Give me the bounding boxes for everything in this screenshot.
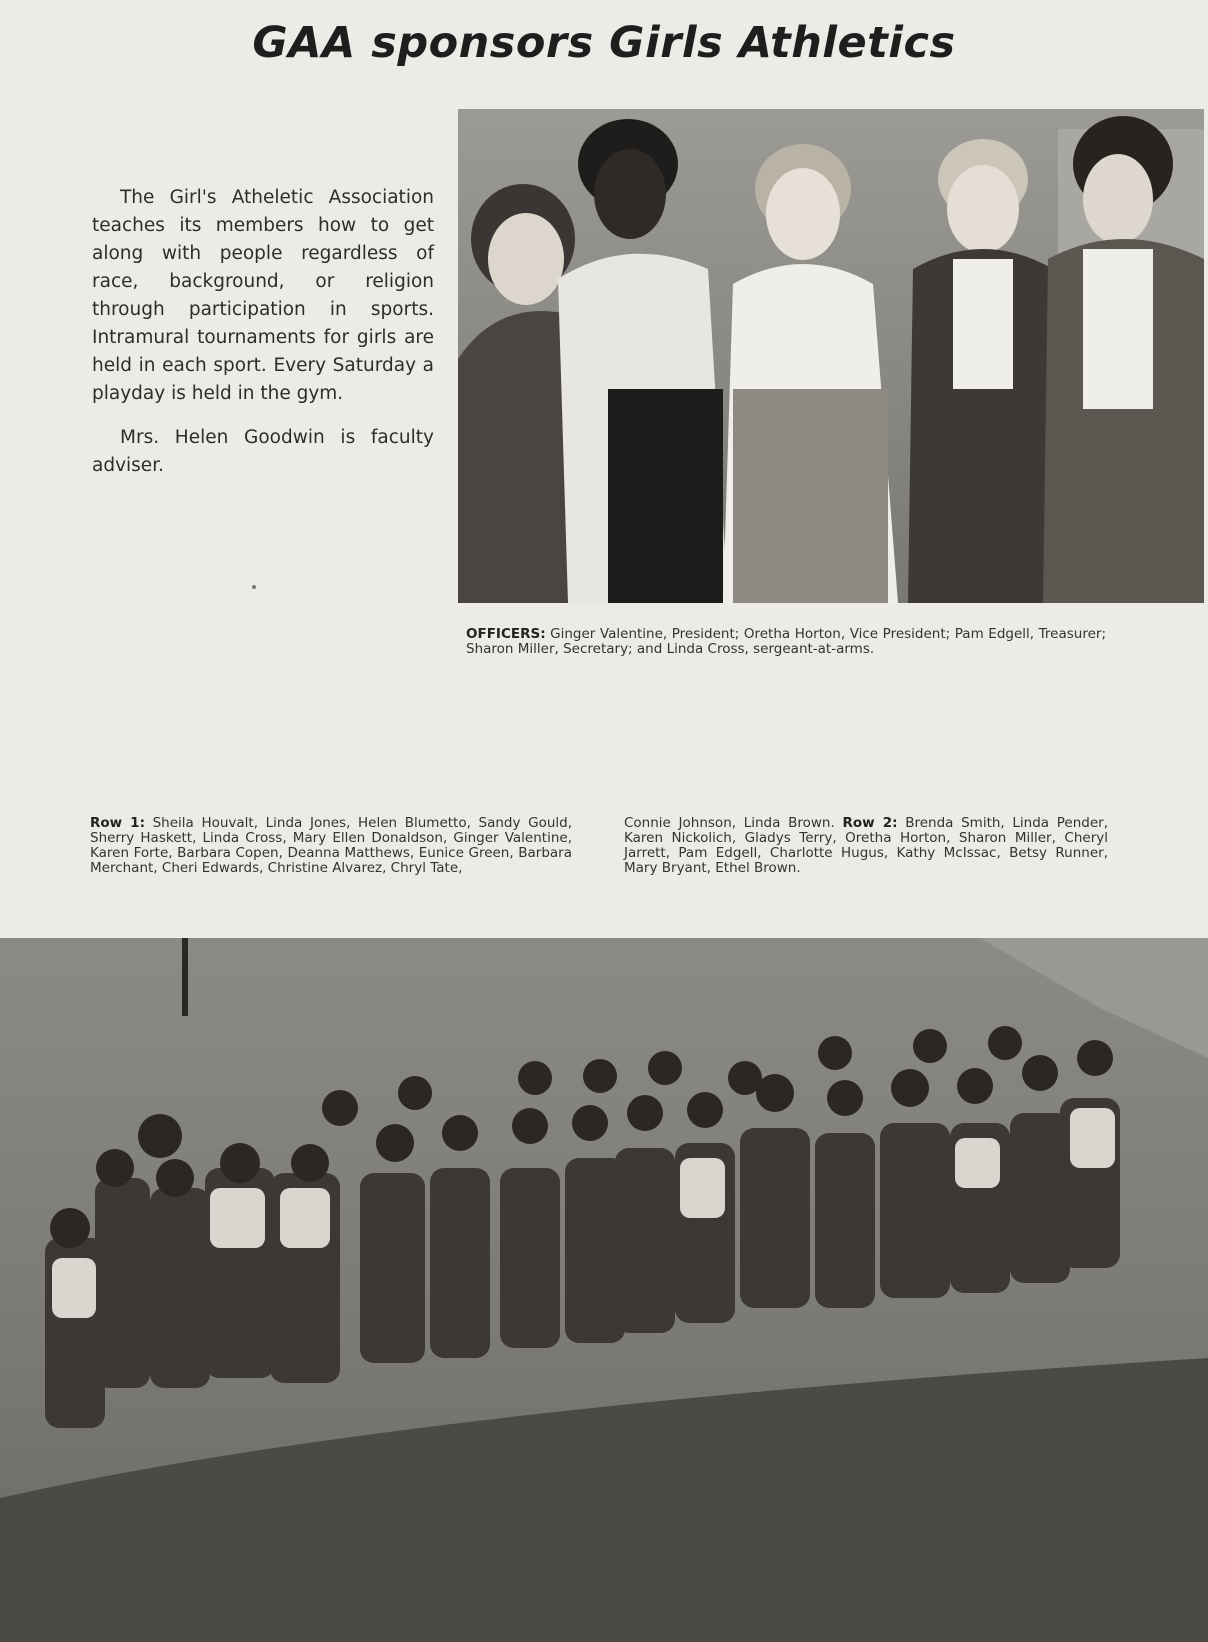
intro-paragraph: The Girl's Atheletic Association teaches its members how to get along with people regardless of race, background, or religion through participation in sports. Intramural tournaments for girls are held in each sport. Every Saturday a playday is held in the gym. xyxy=(92,187,434,404)
row1-names: Sheila Houvalt, Linda Jones, Helen Blumetto, Sandy Gould, Sherry Haskett, Linda Cross, Mary Ellen Donaldson, Ginger Valentine, Karen Forte, Barbara Copen, Deanna Matthews, Eunice Green, Barbara Merchant, Cheri Edwards, Christine Alvarez, Chryl Tate, xyxy=(90,815,572,876)
intro-text xyxy=(92,184,434,496)
officers-names: Ginger Valentine, President; Oretha Horton, Vice President; Pam Edgell, Treasurer; Sharon Miller, Secretary; and Linda Cross, sergeant-at-arms. xyxy=(466,626,1106,657)
row1-label: Row 1: xyxy=(90,815,145,831)
group-photo xyxy=(0,938,1208,1642)
page-title: GAA sponsors Girls Athletics xyxy=(252,18,956,68)
row1-names-continued: Connie Johnson, Linda Brown. xyxy=(624,815,843,831)
officers-photo xyxy=(458,109,1204,603)
group-caption-left xyxy=(90,816,572,876)
officers-caption xyxy=(466,627,1106,657)
intro-paragraph-adviser: Mrs. Helen Goodwin is faculty adviser. xyxy=(92,427,434,476)
officers-label: OFFICERS: xyxy=(466,626,546,642)
print-speck xyxy=(252,585,256,589)
row2-label: Row 2: xyxy=(842,815,898,831)
row2-names: Brenda Smith, Linda Pender, Karen Nickolich, Gladys Terry, Oretha Horton, Sharon Miller, Cheryl Jarrett, Pam Edgell, Charlotte Hugus, Kathy McIssac, Betsy Runner, Mary Bryant, Ethel Brown. xyxy=(624,815,1109,876)
group-caption-right xyxy=(624,816,1108,876)
